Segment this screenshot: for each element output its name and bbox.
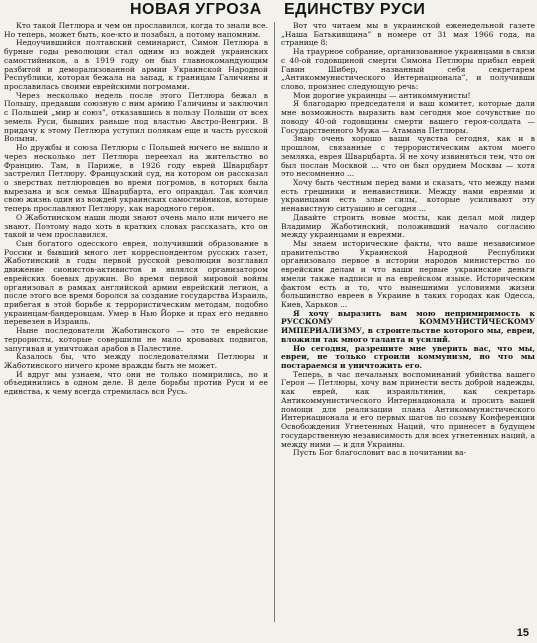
headline-left: НОВАЯ УГРОЗА bbox=[130, 1, 262, 18]
paragraph: Теперь, в час печальных воспоминаний убийства вашего Героя — Петлюры, хочу вам принести весть доброй надежды, как еврей, как израильтянин, как секретарь Антикоммунистического Интернационала и просить вашей помощи для реализации плана Антикоммунистического Интернационала и его первых шагов по созыву Конференции Освобождения Угнетенных Наций, что принесет в будущем государственную независимость для всех угнетенных наций, а между ними — и для Украины. bbox=[281, 369, 535, 449]
paragraph: Знаю очень хорошо ваши чувства сегодня, как и в прошлом, связанные с террористическим актом моего земляка, еврея Шварцбарта. Я не хочу извиняться тем, что он был послан Москвой ... что он был орудием Москвы — хотя это несомненно ... bbox=[281, 134, 535, 179]
paragraph: И вдруг мы узнаем, что они не только помирились, но и объединились в одном деле. В деле борьбы против Руси и ее единства, к чему всегда стремилась вся Русь. bbox=[4, 369, 268, 397]
paragraph: На траурное собрание, организованное украинцами в связи с 40-ой годовщиной смерти Симона Петлюры прибыл еврей Гавин Шибер, названный себя секретарем „Антикоммунистического Интернационала”, и получивши слово, произнес следующую речь: bbox=[281, 47, 535, 92]
paragraph: Мои дорогие украинцы — антикоммунисты! bbox=[293, 90, 471, 100]
paragraph: Но дружбы и союза Петлюры с Польшей ничего не вышло и через несколько лет Петлюра переехал на жительство во Францию. Там, в Париже, в 1926 году еврей Шварцбарт застрелил Петлюру. Французский суд, на котором он рассказал о зверствах петлюровцев во время погромов, в которых была вырезана и вся семья Шварцбарта, его оправдал. Так кончил свою жизнь один из вождей украинских самостийников, которые теперь прославляют Петлюру, как народного героя. bbox=[4, 143, 268, 214]
headline bbox=[0, 0, 537, 22]
paragraph: Хочу быть честным перед вами и сказать, что между нами есть грешники и ненавистники. Между нами евреями и украинцами есть злые силы, которые усиливают эту ненавистную ситуацию и сегодня ... bbox=[281, 177, 535, 214]
paragraph: Ныне последователи Жаботинского — это те еврейские террористы, которые совершили не мало кровавых подвигов, запугивая и уничтожая арабов в Палестине. bbox=[4, 326, 268, 353]
headline-right: ЕДИНСТВУ РУСИ bbox=[284, 1, 426, 18]
paragraph: Я благодарю председателя и ваш комитет, которые дали мне возможность выразить вам сегодня мое сочувствие по поводу 40-ой годовщины смерти вашего героя-солдата — Государственного Мужа — Атамана Петлюры. bbox=[281, 99, 535, 135]
paragraph: Вот что читаем мы в украинской еженедельной газете „Наша Батькивщина” в номере от 31 мая 1966 года, на странице 8: bbox=[281, 21, 535, 48]
paragraph: О Жаботинском наши люди знают очень мало или ничего не знают. Поэтому надо хоть в кратких словах рассказать, кто он такой и чем прославился. bbox=[4, 212, 268, 240]
paragraph: Кто такой Петлюра и чем он прославился, когда то знали все. Но теперь, может быть, кое-кто и позабыл, а потому напомним. bbox=[4, 21, 268, 39]
paragraph-bold: Но сегодня, разрешите мне уверить вас, что мы, евреи, не только строили коммунизм, но что мы постараемся и уничтожить его. bbox=[281, 343, 535, 371]
paragraph: Недоучившийся полтавский семинарист, Симон Петлюра в бурные годы революции стал одним из вождей украинских самостийников, а в 1919 году он был главнокомандующим разбитой и деморализованной армии Украинской Народной Республики, которая бежала на запад, к границам Галичины и прославилась своими еврейскими погромами. bbox=[4, 38, 268, 92]
left-column bbox=[4, 22, 268, 397]
paragraph: Через несколько недель после этого Петлюра бежал в Польшу, предавши союзную с ним армию Галичины и заключил с Польшей „мир и союз”, отказавшись в пользу Польши от всех земель Руси, бывших раньше под властью Австро-Венгрии. В придачу к этому Петлюра уступил полякам еще и часть русской Волыни. bbox=[4, 90, 268, 144]
paragraph: Сын богатого одесского еврея, получивший образование в России и бывший много лет корреспондентом русских газет, Жаботинский в годы первой русской революции возглавил движение сионистов-активистов и являлся организатором еврейских боевых дружин. Во время первой мировой войны организовал в рамках английской армии еврейский легион, а после этого все время боролся за создание государства Израиль, прибегая в этой борьбе к террористическим методам, подобно украинцам-бандеровцам. Умер в Нью Йорке и прах его недавно перевезен в Израиль. bbox=[4, 238, 268, 327]
paragraph: Давайте строить новые мосты, как делал мой лидер Владимир Жаботинский, положивший начало согласию между украинцами и евреями. bbox=[281, 212, 535, 240]
paragraph: Казалось бы, что между последователями Петлюры и Жаботинского ничего кроме вражды быть не может. bbox=[4, 352, 268, 371]
paragraph: Пусть Бог благословит вас в почитании ва- bbox=[293, 448, 467, 458]
right-column bbox=[281, 22, 535, 458]
page-number: 15 bbox=[516, 627, 529, 639]
column-divider bbox=[274, 22, 275, 622]
paragraph-bold: Я хочу выразить вам мою непримиримость к РУССКОМУ КОММУНИСТИЧЕСКОМУ ИМПЕРИАЛИЗМУ, в строительстве которого мы, евреи, вложили так много таланта и усилий. bbox=[281, 308, 535, 344]
paragraph: Мы знаем исторические факты, что ваше независимое правительство Украинской Народной Республики организовало первое в истории народов министерство по еврейским делам и что ваши первые украинские деньги имели также надписи и на еврейском языке. Историческим фактом есть и то, что нынешними условиями жизни большинство евреев в Украине в таких городах как Одесса, Киев, Харьков ... bbox=[281, 238, 535, 309]
